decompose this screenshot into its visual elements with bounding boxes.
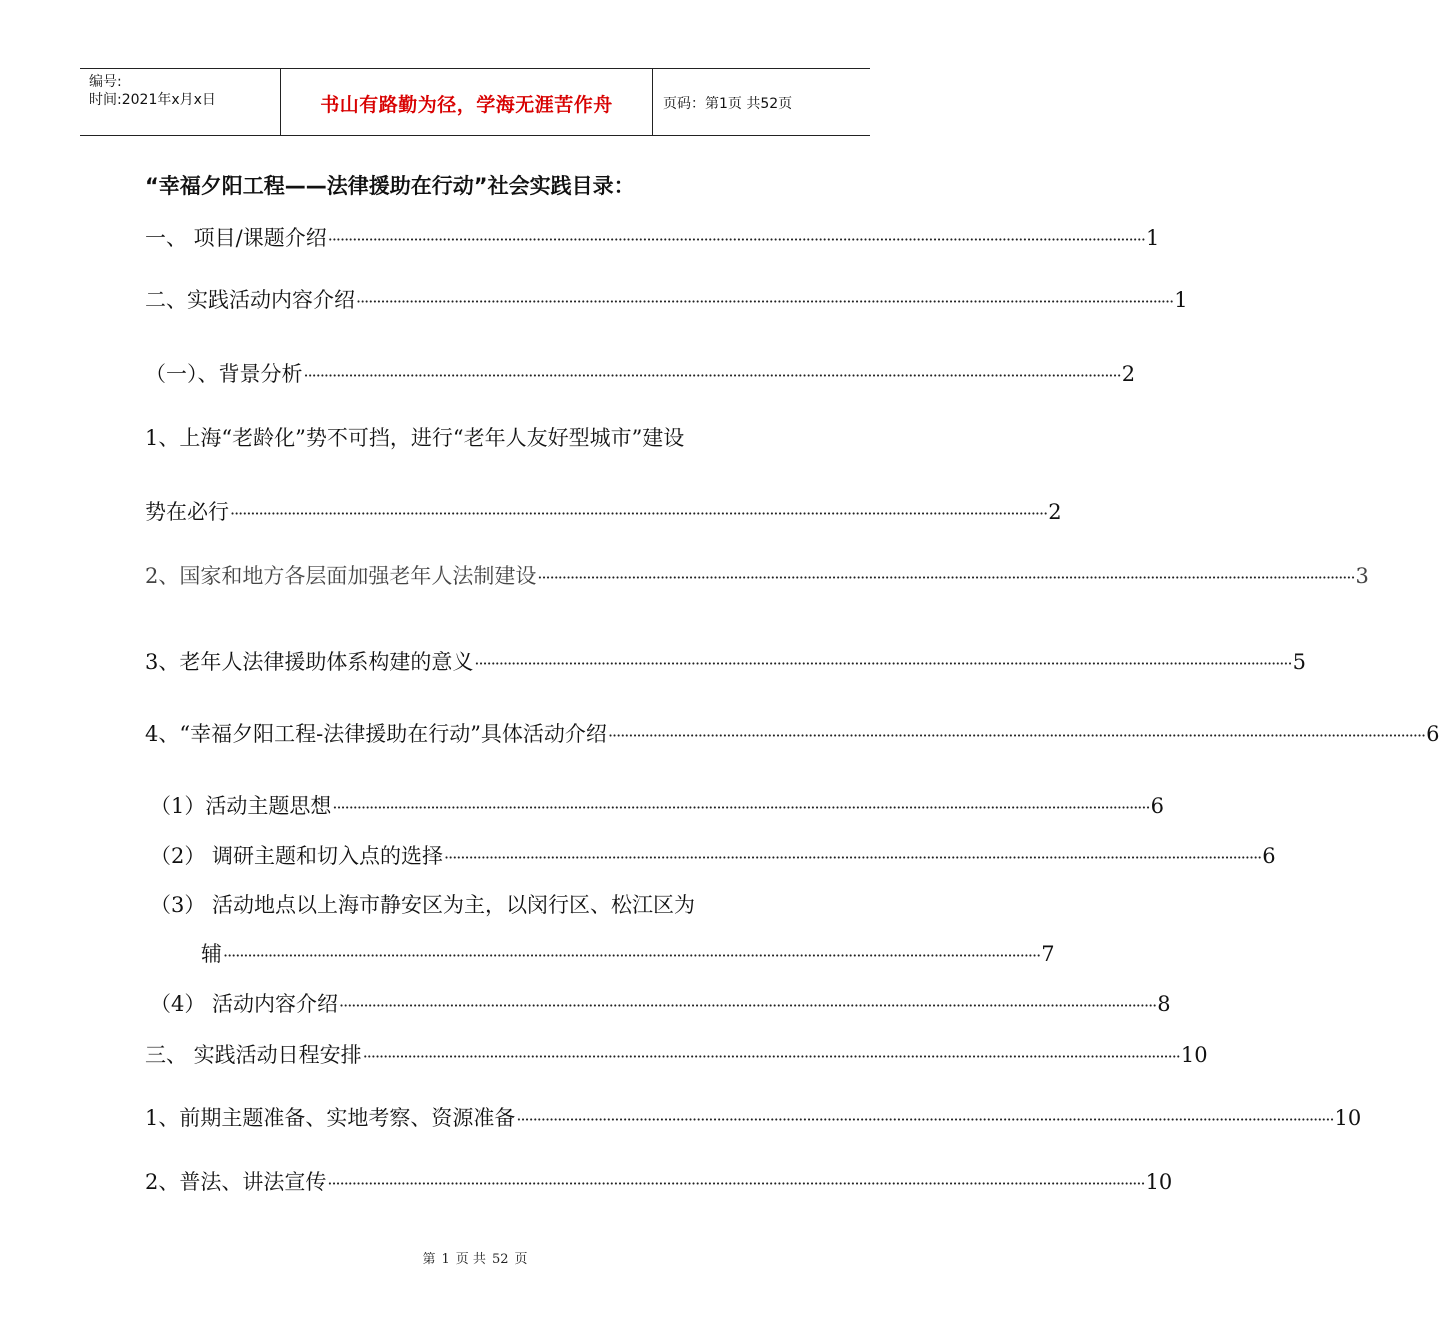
toc-entry-label: 一、 项目/课题介绍 xyxy=(145,226,327,250)
header-motto-cell xyxy=(281,69,653,135)
toc-entry-label: 3、老年人法律援助体系构建的意义 xyxy=(145,650,474,674)
toc-entry-label: （2） 调研主题和切入点的选择 xyxy=(150,844,444,868)
toc-leader-dots: ········································································································································································································ xyxy=(230,504,1048,523)
toc-entry xyxy=(145,222,1160,252)
toc-entry-page: 7 xyxy=(1041,942,1055,966)
toc-entry-label: 2、普法、讲法宣传 xyxy=(145,1170,327,1194)
toc-leader-dots: ········································································································································································································ xyxy=(339,996,1157,1015)
toc-leader-dots: ········································································································································································································ xyxy=(327,1174,1145,1193)
toc-entry-page: 2 xyxy=(1121,362,1136,386)
toc-leader-dots: ········································································································································································································ xyxy=(332,798,1150,817)
header-meta xyxy=(80,69,281,135)
toc-entry-page: 10 xyxy=(1145,1170,1173,1194)
toc-entry xyxy=(145,646,1306,676)
toc-entry xyxy=(150,840,1276,870)
toc-entry xyxy=(145,358,1136,388)
header-number-label: 编号: xyxy=(89,74,122,90)
page-footer xyxy=(0,1248,950,1267)
toc-leader-dots: ········································································································································································································ xyxy=(223,946,1041,965)
toc-entry-label: （1）活动主题思想 xyxy=(150,794,332,818)
toc-entry xyxy=(145,1102,1362,1132)
toc-leader-dots: ········································································································································································································ xyxy=(537,568,1355,587)
toc-leader-dots: ········································································································································································································ xyxy=(444,848,1262,867)
toc-entry-page: 2 xyxy=(1048,500,1062,524)
toc-leader-dots: ········································································································································································································ xyxy=(362,1047,1180,1066)
toc-title: “幸福夕阳工程——法律援助在行动”社会实践目录： xyxy=(145,174,635,198)
toc-leader-dots: ········································································································································································································ xyxy=(327,230,1145,249)
toc-entry-label: 辅 xyxy=(201,942,222,966)
toc-entry-page: 6 xyxy=(1426,722,1440,746)
toc-entry-wrapped: （3） 活动地点以上海市静安区为主，以闵行区、松江区为 xyxy=(150,893,696,917)
header-motto: 书山有路勤为径，学海无涯苦作舟 xyxy=(320,94,613,116)
toc-entry xyxy=(145,496,1062,526)
footer-suffix: 页 xyxy=(514,1252,528,1267)
toc-entry xyxy=(145,560,1369,590)
toc-entry-page: 5 xyxy=(1292,650,1306,674)
toc-leader-dots: ········································································································································································································ xyxy=(607,726,1426,745)
toc-entry-label: 三、 实践活动日程安排 xyxy=(145,1043,362,1067)
footer-current-page: 1 xyxy=(441,1252,450,1267)
toc-entry-page: 1 xyxy=(1174,288,1188,312)
toc-entry-page: 3 xyxy=(1355,564,1369,588)
toc-entry-label: （一）、背景分析 xyxy=(145,362,303,386)
toc-entry xyxy=(145,284,1188,314)
toc-entry-page: 6 xyxy=(1262,844,1276,868)
footer-total-pages: 52 xyxy=(491,1252,509,1267)
toc-entry xyxy=(145,718,1440,748)
toc-entry-page: 1 xyxy=(1145,226,1160,250)
footer-middle: 页 共 xyxy=(455,1252,486,1267)
toc-entry-label: 4、“幸福夕阳工程-法律援助在行动”具体活动介绍 xyxy=(145,722,607,746)
toc-leader-dots: ········································································································································································································ xyxy=(474,654,1292,673)
toc-entry xyxy=(145,1039,1208,1069)
toc-entry xyxy=(150,988,1171,1018)
page-header xyxy=(80,68,870,136)
toc-entry-wrapped: 1、上海“老龄化”势不可挡，进行“老年人友好型城市”建设 xyxy=(145,426,685,450)
toc-leader-dots: ········································································································································································································ xyxy=(516,1110,1334,1129)
header-page-info: 页码：第1页 共52页 xyxy=(663,96,793,112)
toc-leader-dots: ········································································································································································································ xyxy=(356,292,1174,311)
toc-entry-label: 二、实践活动内容介绍 xyxy=(145,288,355,312)
toc-entry xyxy=(145,1166,1173,1196)
footer-prefix: 第 xyxy=(422,1252,436,1267)
toc-entry-page: 8 xyxy=(1157,992,1171,1016)
toc-entry xyxy=(150,790,1164,820)
toc-entry-label: 势在必行 xyxy=(145,500,229,524)
toc-entry-label: （4） 活动内容介绍 xyxy=(150,992,339,1016)
toc-entry-label: 2、国家和地方各层面加强老年人法制建设 xyxy=(145,564,537,588)
toc-entry-label: 1、前期主题准备、实地考察、资源准备 xyxy=(145,1106,516,1130)
toc-entry-page: 6 xyxy=(1150,794,1164,818)
toc-entry xyxy=(201,938,1055,968)
header-time-label: 时间:2021年x月x日 xyxy=(89,92,216,108)
toc-leader-dots: ········································································································································································································ xyxy=(303,366,1121,385)
toc-entry-page: 10 xyxy=(1180,1043,1208,1067)
toc-entry-page: 10 xyxy=(1334,1106,1362,1130)
